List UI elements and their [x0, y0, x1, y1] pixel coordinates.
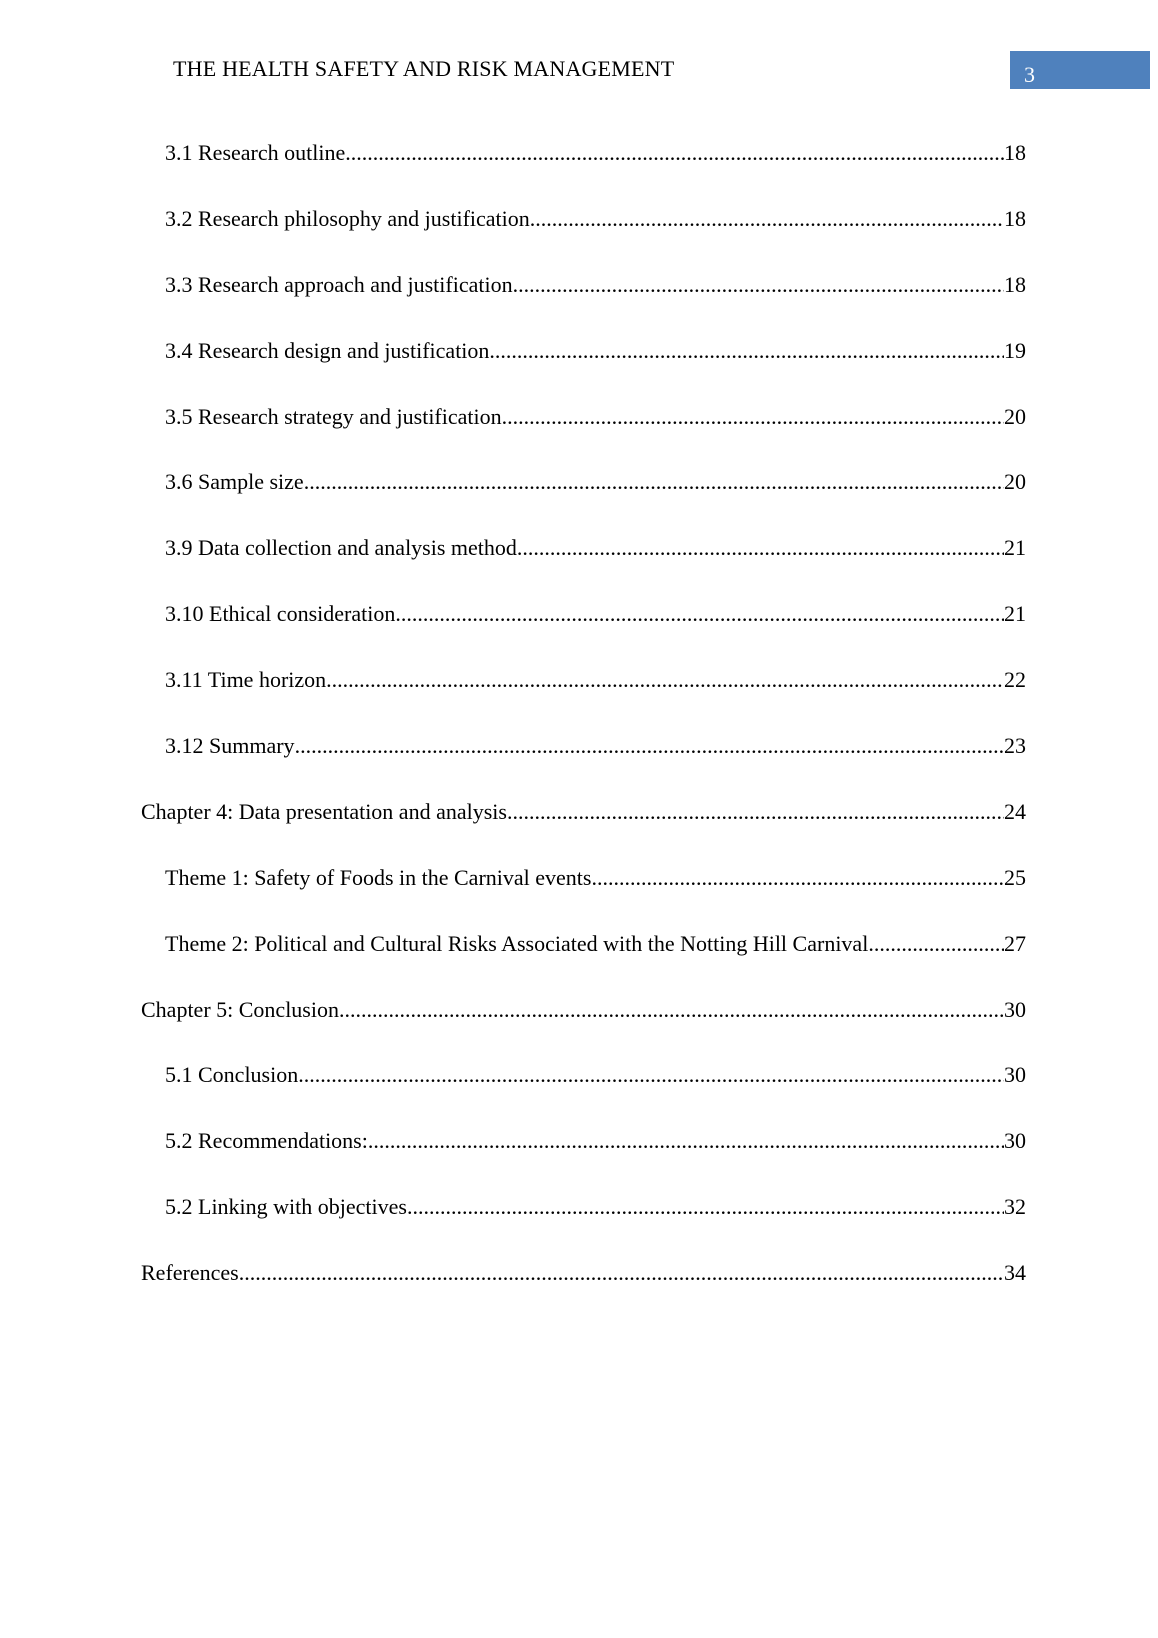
toc-entry[interactable]	[165, 188, 1026, 254]
toc-entry-page: 30	[1004, 1062, 1026, 1088]
toc-entry[interactable]	[165, 1110, 1026, 1176]
toc-dot-leader	[295, 731, 1004, 761]
toc-entry[interactable]	[165, 847, 1026, 913]
toc-dot-leader	[407, 1192, 1004, 1222]
toc-entry[interactable]	[165, 254, 1026, 320]
toc-entry-title: Theme 2: Political and Cultural Risks Associated with the Notting Hill Carnival	[165, 930, 869, 956]
toc-dot-leader	[339, 995, 1004, 1025]
toc-dot-leader	[326, 665, 1004, 695]
toc-entry-page: 21	[1004, 601, 1026, 627]
toc-entry-page: 22	[1004, 667, 1026, 693]
toc-entry[interactable]	[141, 781, 1026, 847]
toc-dot-leader	[507, 797, 1004, 827]
toc-entry-title: 3.10 Ethical consideration	[165, 601, 396, 627]
toc-entry-title: 3.3 Research approach and justification	[165, 271, 513, 297]
toc-entry-page: 21	[1004, 535, 1026, 561]
toc-entry-page: 23	[1004, 733, 1026, 759]
toc-entry[interactable]	[165, 122, 1026, 188]
toc-entry-title: 3.12 Summary	[165, 733, 295, 759]
toc-entry-title: 3.4 Research design and justification	[165, 337, 490, 363]
toc-entry[interactable]	[165, 1044, 1026, 1110]
table-of-contents	[0, 122, 1158, 1308]
toc-dot-leader	[304, 467, 1004, 497]
page-number-box	[1010, 51, 1150, 89]
toc-entry-title: 5.1 Conclusion	[165, 1062, 299, 1088]
toc-entry[interactable]	[165, 715, 1026, 781]
toc-dot-leader	[517, 533, 1004, 563]
toc-entry[interactable]	[165, 649, 1026, 715]
toc-entry-page: 18	[1004, 271, 1026, 297]
toc-dot-leader	[868, 929, 1004, 959]
toc-entry[interactable]	[165, 913, 1026, 979]
toc-entry-title: Chapter 5: Conclusion	[141, 996, 339, 1022]
toc-entry-page: 18	[1004, 205, 1026, 231]
toc-entry-page: 20	[1004, 403, 1026, 429]
toc-entry-title: 3.5 Research strategy and justification	[165, 403, 502, 429]
toc-entry-page: 34	[1004, 1260, 1026, 1286]
toc-dot-leader	[502, 402, 1004, 432]
toc-dot-leader	[530, 204, 1004, 234]
toc-entry[interactable]	[165, 1176, 1026, 1242]
toc-entry-page: 27	[1004, 930, 1026, 956]
toc-dot-leader	[239, 1258, 1004, 1288]
toc-entry[interactable]	[165, 451, 1026, 517]
toc-dot-leader	[591, 863, 1004, 893]
toc-dot-leader	[368, 1126, 1004, 1156]
toc-entry[interactable]	[141, 1242, 1026, 1308]
toc-entry-page: 18	[1004, 140, 1026, 165]
toc-entry[interactable]	[165, 320, 1026, 386]
toc-entry-title: 3.2 Research philosophy and justification	[165, 205, 530, 231]
page-number: 3	[1024, 62, 1035, 87]
toc-dot-leader	[395, 599, 1004, 629]
toc-entry-title: 3.6 Sample size	[165, 469, 304, 495]
toc-entry-title: Theme 1: Safety of Foods in the Carnival events	[165, 864, 592, 890]
toc-entry-page: 19	[1004, 337, 1026, 363]
toc-entry[interactable]	[165, 583, 1026, 649]
toc-entry[interactable]	[165, 386, 1026, 452]
toc-entry-title: 5.2 Recommendations:	[165, 1128, 368, 1154]
page-header	[0, 0, 1158, 100]
running-head-title: THE HEALTH SAFETY AND RISK MANAGEMENT	[173, 56, 675, 81]
toc-entry-page: 30	[1004, 1128, 1026, 1154]
toc-entry-page: 25	[1004, 864, 1026, 890]
toc-dot-leader	[298, 1060, 1004, 1090]
toc-entry-page: 32	[1004, 1194, 1026, 1220]
toc-entry-page: 24	[1004, 798, 1026, 824]
toc-entry-title: 3.11 Time horizon	[165, 667, 327, 693]
toc-entry[interactable]	[165, 517, 1026, 583]
toc-entry-page: 30	[1004, 996, 1026, 1022]
toc-entry-title: 5.2 Linking with objectives	[165, 1194, 407, 1220]
toc-dot-leader	[513, 270, 1004, 300]
toc-entry-title: 3.9 Data collection and analysis method	[165, 535, 517, 561]
toc-entry-page: 20	[1004, 469, 1026, 495]
toc-dot-leader	[489, 336, 1004, 366]
toc-entry[interactable]	[141, 979, 1026, 1045]
toc-entry-title: References	[141, 1260, 239, 1286]
toc-entry-title: Chapter 4: Data presentation and analysis	[141, 798, 507, 824]
toc-entry-title: 3.1 Research outline	[165, 140, 346, 165]
toc-dot-leader	[345, 138, 1004, 168]
